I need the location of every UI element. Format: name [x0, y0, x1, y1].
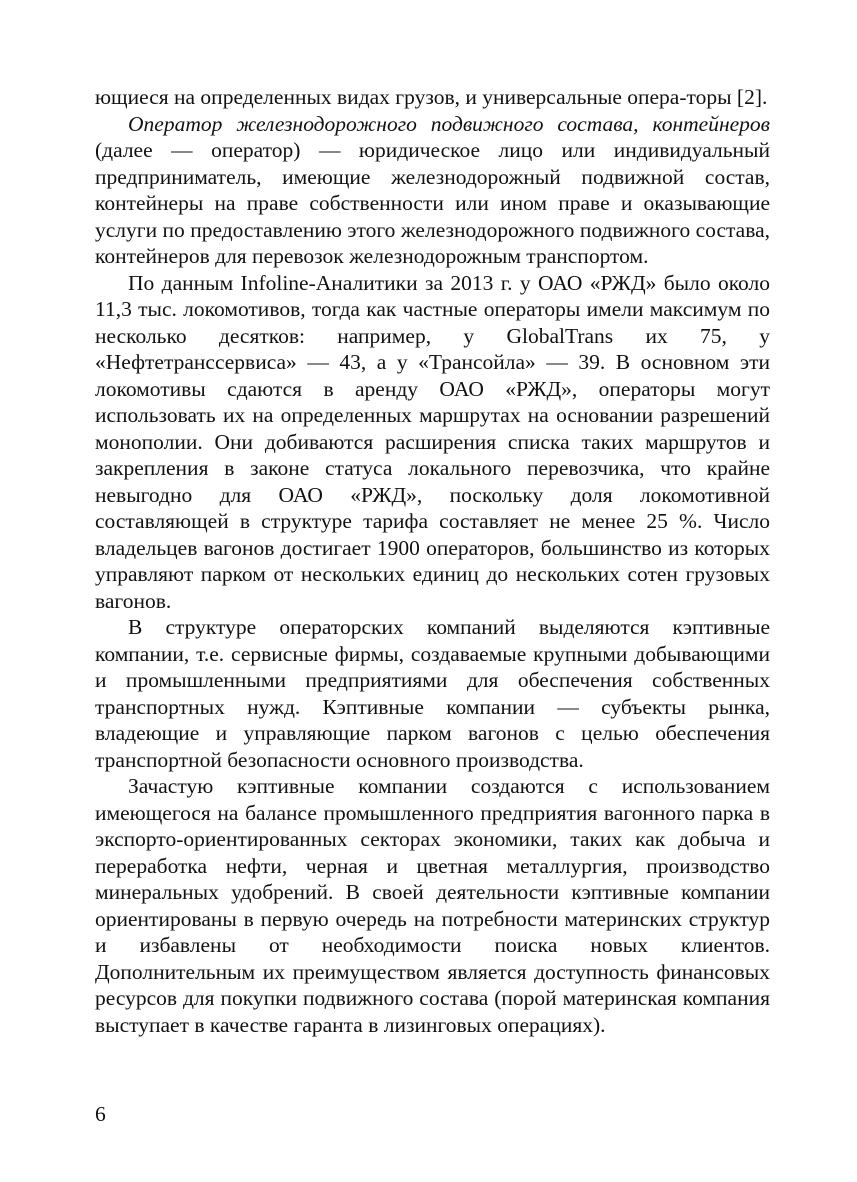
paragraph-captive-companies: В структуре операторских компаний выделяются кэптивные компании, т.е. сервисные фирмы, создаваемые крупными добывающими и промышленными предприятиями для обеспечения собственных транспортных нужд. Кэптивные компании — субъекты рынка, владеющие и управляющие парком вагонов с целью обеспечения транспортной безопасности основного производства. [95, 615, 770, 772]
paragraph-operator-definition [95, 111, 770, 270]
defined-term: Оператор железнодорожного подвижного состава, контейнеров [128, 111, 770, 136]
paragraph-locomotives: По данным Infoline-Аналитики за 2013 г. у ОАО «РЖД» было около 11,3 тыс. локомотивов, тогда как частные операторы имели максимум по несколько десятков: например, у GlobalTrans их 75, у «Нефтетранссервиса» — 43, а у «Трансойла» — 39. В основном эти локомотивы сдаются в аренду ОАО «РЖД», операторы могут использовать их на определенных маршрутах на основании разрешений монополии. Они добиваются расширения списка таких маршрутов и закрепления в законе статуса локального перевозчика, что крайне невыгодно для ОАО «РЖД», поскольку доля локомотивной составляющей в структуре тарифа составляет не менее 25 %. Число владельцев вагонов достигает 1900 операторов, большинство из которых управляют парком от нескольких единиц до нескольких сотен грузовых вагонов. [95, 270, 770, 613]
definition-text: (далее — оператор) — юридическое лицо или индивидуальный предприниматель, имеющие железнодорожный подвижной состав, контейнеры на праве собственности или ином праве и оказывающие услуги по предоставлению этого железнодорожного подвижного состава, контейнеров для перевозок железнодорожным транспортом. [95, 138, 770, 268]
paragraph-captive-creation: Зачастую кэптивные компании создаются с использованием имеющегося на балансе промышленного предприятия вагонного парка в экспорто-ориентированных секторах экономики, таких как добыча и переработка нефти, черная и цветная металлургия, производство минеральных удобрений. В своей деятельности кэптивные компании ориентированы в первую очередь на потребности материнских структур и избавлены от необходимости поиска новых клиентов. Дополнительным их преимуществом является доступность финансовых ресурсов для покупки подвижного состава (порой материнская компания выступает в качестве гаранта в лизинговых операциях). [95, 774, 770, 1037]
page-number: 6 [95, 1102, 106, 1126]
paragraph-continuation: ющиеся на определенных видах грузов, и универсальные опера-торы [2]. [95, 85, 768, 109]
document-page [95, 84, 770, 1038]
